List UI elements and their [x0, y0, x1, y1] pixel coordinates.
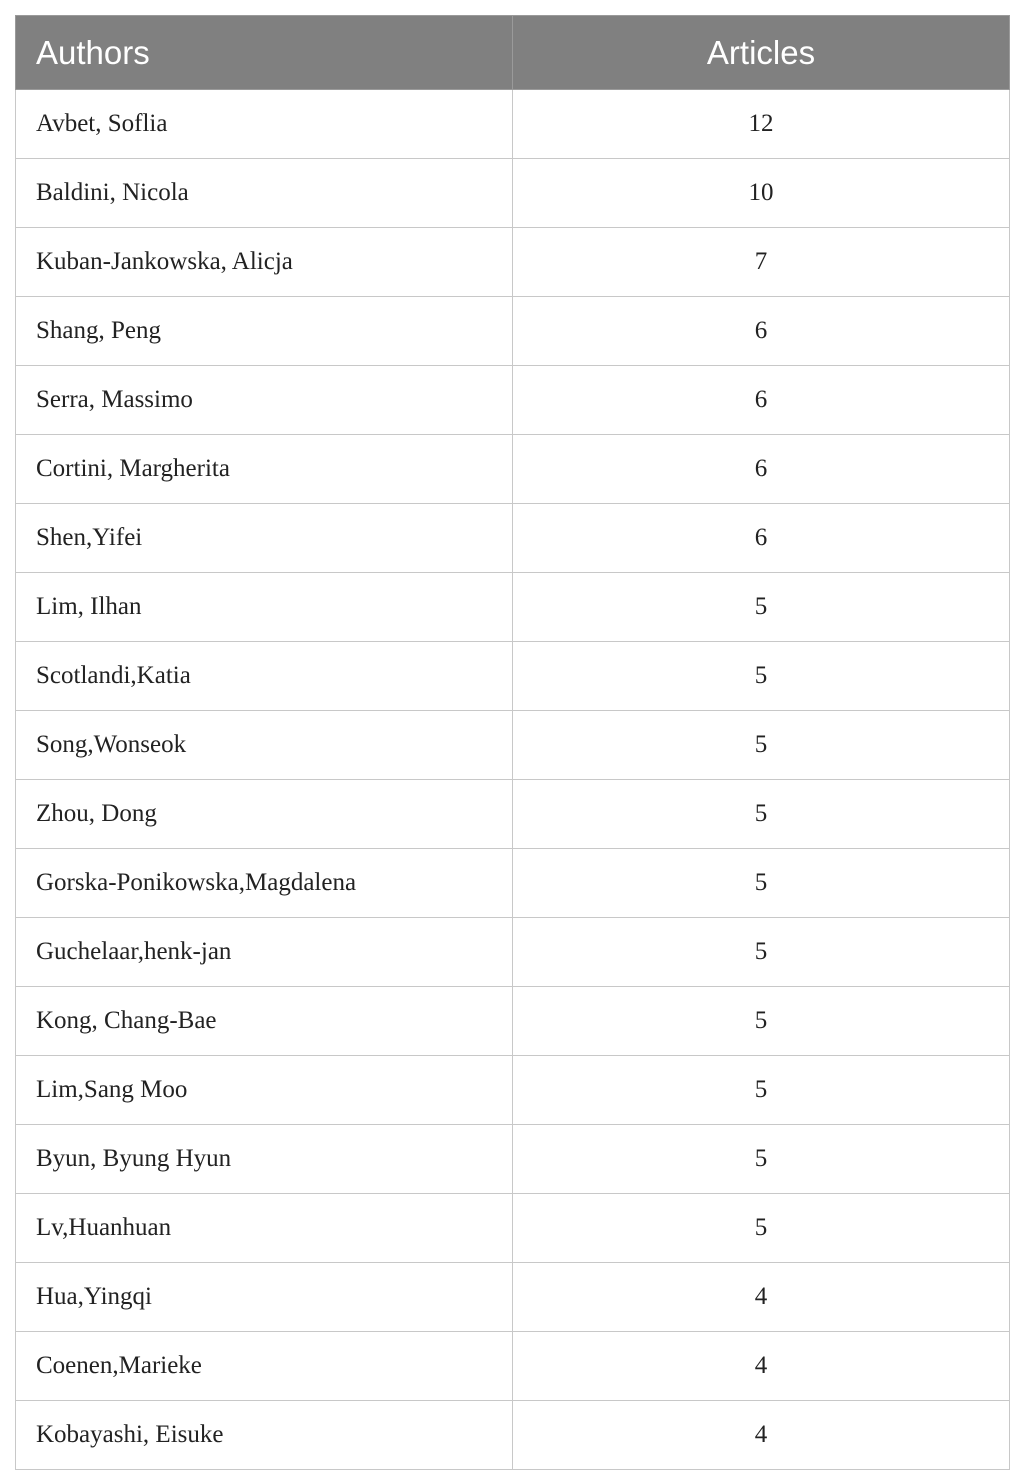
- author-name-cell: Guchelaar,henk-jan: [16, 918, 513, 987]
- article-count-cell: 5: [513, 987, 1010, 1056]
- table-row: [16, 1332, 1010, 1401]
- article-count-cell: 4: [513, 1332, 1010, 1401]
- author-name-cell: Song,Wonseok: [16, 711, 513, 780]
- table-row: [16, 849, 1010, 918]
- table-row: [16, 228, 1010, 297]
- table-row: [16, 1194, 1010, 1263]
- table-row: [16, 504, 1010, 573]
- table-row: [16, 1125, 1010, 1194]
- article-count-cell: 5: [513, 1194, 1010, 1263]
- table-row: [16, 987, 1010, 1056]
- article-count-cell: 5: [513, 711, 1010, 780]
- article-count-cell: 6: [513, 504, 1010, 573]
- author-name-cell: Kuban-Jankowska, Alicja: [16, 228, 513, 297]
- author-name-cell: Cortini, Margherita: [16, 435, 513, 504]
- table-row: [16, 1056, 1010, 1125]
- article-count-cell: 10: [513, 159, 1010, 228]
- authors-articles-table: [15, 15, 1010, 1470]
- table-row: [16, 918, 1010, 987]
- author-name-cell: Zhou, Dong: [16, 780, 513, 849]
- article-count-cell: 5: [513, 780, 1010, 849]
- article-count-cell: 5: [513, 642, 1010, 711]
- table-row: [16, 90, 1010, 159]
- authors-column-header: Authors: [16, 16, 513, 90]
- article-count-cell: 5: [513, 1125, 1010, 1194]
- article-count-cell: 6: [513, 435, 1010, 504]
- author-name-cell: Baldini, Nicola: [16, 159, 513, 228]
- article-count-cell: 5: [513, 918, 1010, 987]
- author-name-cell: Kobayashi, Eisuke: [16, 1401, 513, 1470]
- table-row: [16, 1263, 1010, 1332]
- author-name-cell: Lim, Ilhan: [16, 573, 513, 642]
- author-name-cell: Shang, Peng: [16, 297, 513, 366]
- author-name-cell: Scotlandi,Katia: [16, 642, 513, 711]
- table-body: [16, 90, 1010, 1470]
- table-row: [16, 435, 1010, 504]
- article-count-cell: 5: [513, 849, 1010, 918]
- article-count-cell: 12: [513, 90, 1010, 159]
- table-row: [16, 1401, 1010, 1470]
- table-row: [16, 780, 1010, 849]
- table-row: [16, 159, 1010, 228]
- author-name-cell: Gorska-Ponikowska,Magdalena: [16, 849, 513, 918]
- articles-column-header: Articles: [513, 16, 1010, 90]
- article-count-cell: 4: [513, 1263, 1010, 1332]
- author-name-cell: Kong, Chang-Bae: [16, 987, 513, 1056]
- article-count-cell: 4: [513, 1401, 1010, 1470]
- authors-table-container: [15, 15, 1009, 1470]
- header-row: [16, 16, 1010, 90]
- table-header: [16, 16, 1010, 90]
- author-name-cell: Coenen,Marieke: [16, 1332, 513, 1401]
- author-name-cell: Avbet, Soflia: [16, 90, 513, 159]
- author-name-cell: Lv,Huanhuan: [16, 1194, 513, 1263]
- author-name-cell: Lim,Sang Moo: [16, 1056, 513, 1125]
- article-count-cell: 5: [513, 1056, 1010, 1125]
- author-name-cell: Shen,Yifei: [16, 504, 513, 573]
- table-row: [16, 711, 1010, 780]
- table-row: [16, 642, 1010, 711]
- article-count-cell: 6: [513, 366, 1010, 435]
- article-count-cell: 5: [513, 573, 1010, 642]
- table-row: [16, 366, 1010, 435]
- table-row: [16, 297, 1010, 366]
- author-name-cell: Hua,Yingqi: [16, 1263, 513, 1332]
- table-row: [16, 573, 1010, 642]
- article-count-cell: 7: [513, 228, 1010, 297]
- author-name-cell: Serra, Massimo: [16, 366, 513, 435]
- author-name-cell: Byun, Byung Hyun: [16, 1125, 513, 1194]
- article-count-cell: 6: [513, 297, 1010, 366]
